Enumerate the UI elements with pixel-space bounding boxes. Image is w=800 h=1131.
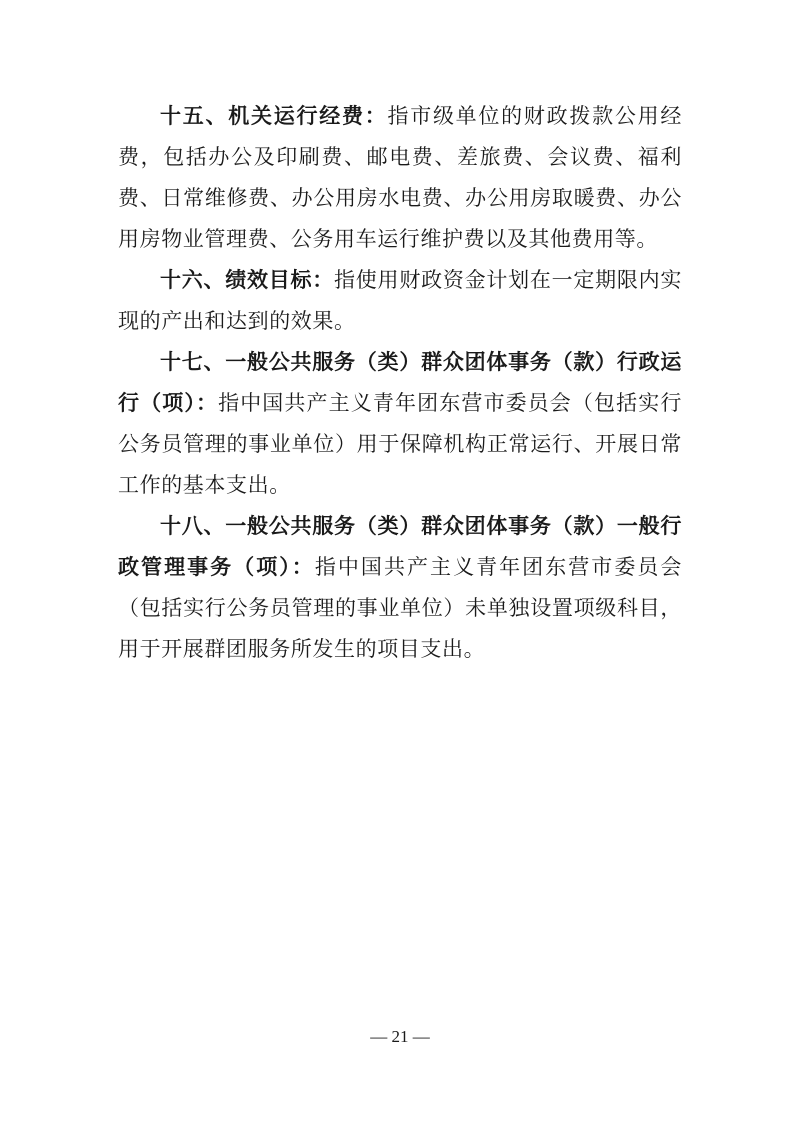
term-heading: 十五、机关运行经费： [160,104,388,128]
term-definition: 指使用财政资金计划在一定期限内实现的产出和达到的效果。 [118,268,682,333]
paragraph-18 [118,506,682,670]
paragraph-16 [118,260,682,342]
page-number: — 21 — [370,1027,430,1046]
term-heading: 十七、一般公共服务（类）群众团体事务（款）行政运行（项）： [118,350,682,415]
paragraph-15 [118,96,682,260]
document-body [118,96,682,670]
term-definition: 指中国共产主义青年团东营市委员会（包括实行公务员管理的事业单位）未单独设置项级科目，用于开展群团服务所发生的项目支出。 [118,555,682,661]
term-definition: 指市级单位的财政拨款公用经费，包括办公及印刷费、邮电费、差旅费、会议费、福利费、日常维修费、办公用房水电费、办公用房取暖费、办公用房物业管理费、公务用车运行维护费以及其他费用等。 [118,104,682,251]
term-heading: 十六、绩效目标： [160,268,335,292]
paragraph-17 [118,342,682,506]
term-definition: 指中国共产主义青年团东营市委员会（包括实行公务员管理的事业单位）用于保障机构正常运行、开展日常工作的基本支出。 [118,391,682,497]
term-heading: 十八、一般公共服务（类）群众团体事务（款）一般行政管理事务（项）： [118,514,682,579]
